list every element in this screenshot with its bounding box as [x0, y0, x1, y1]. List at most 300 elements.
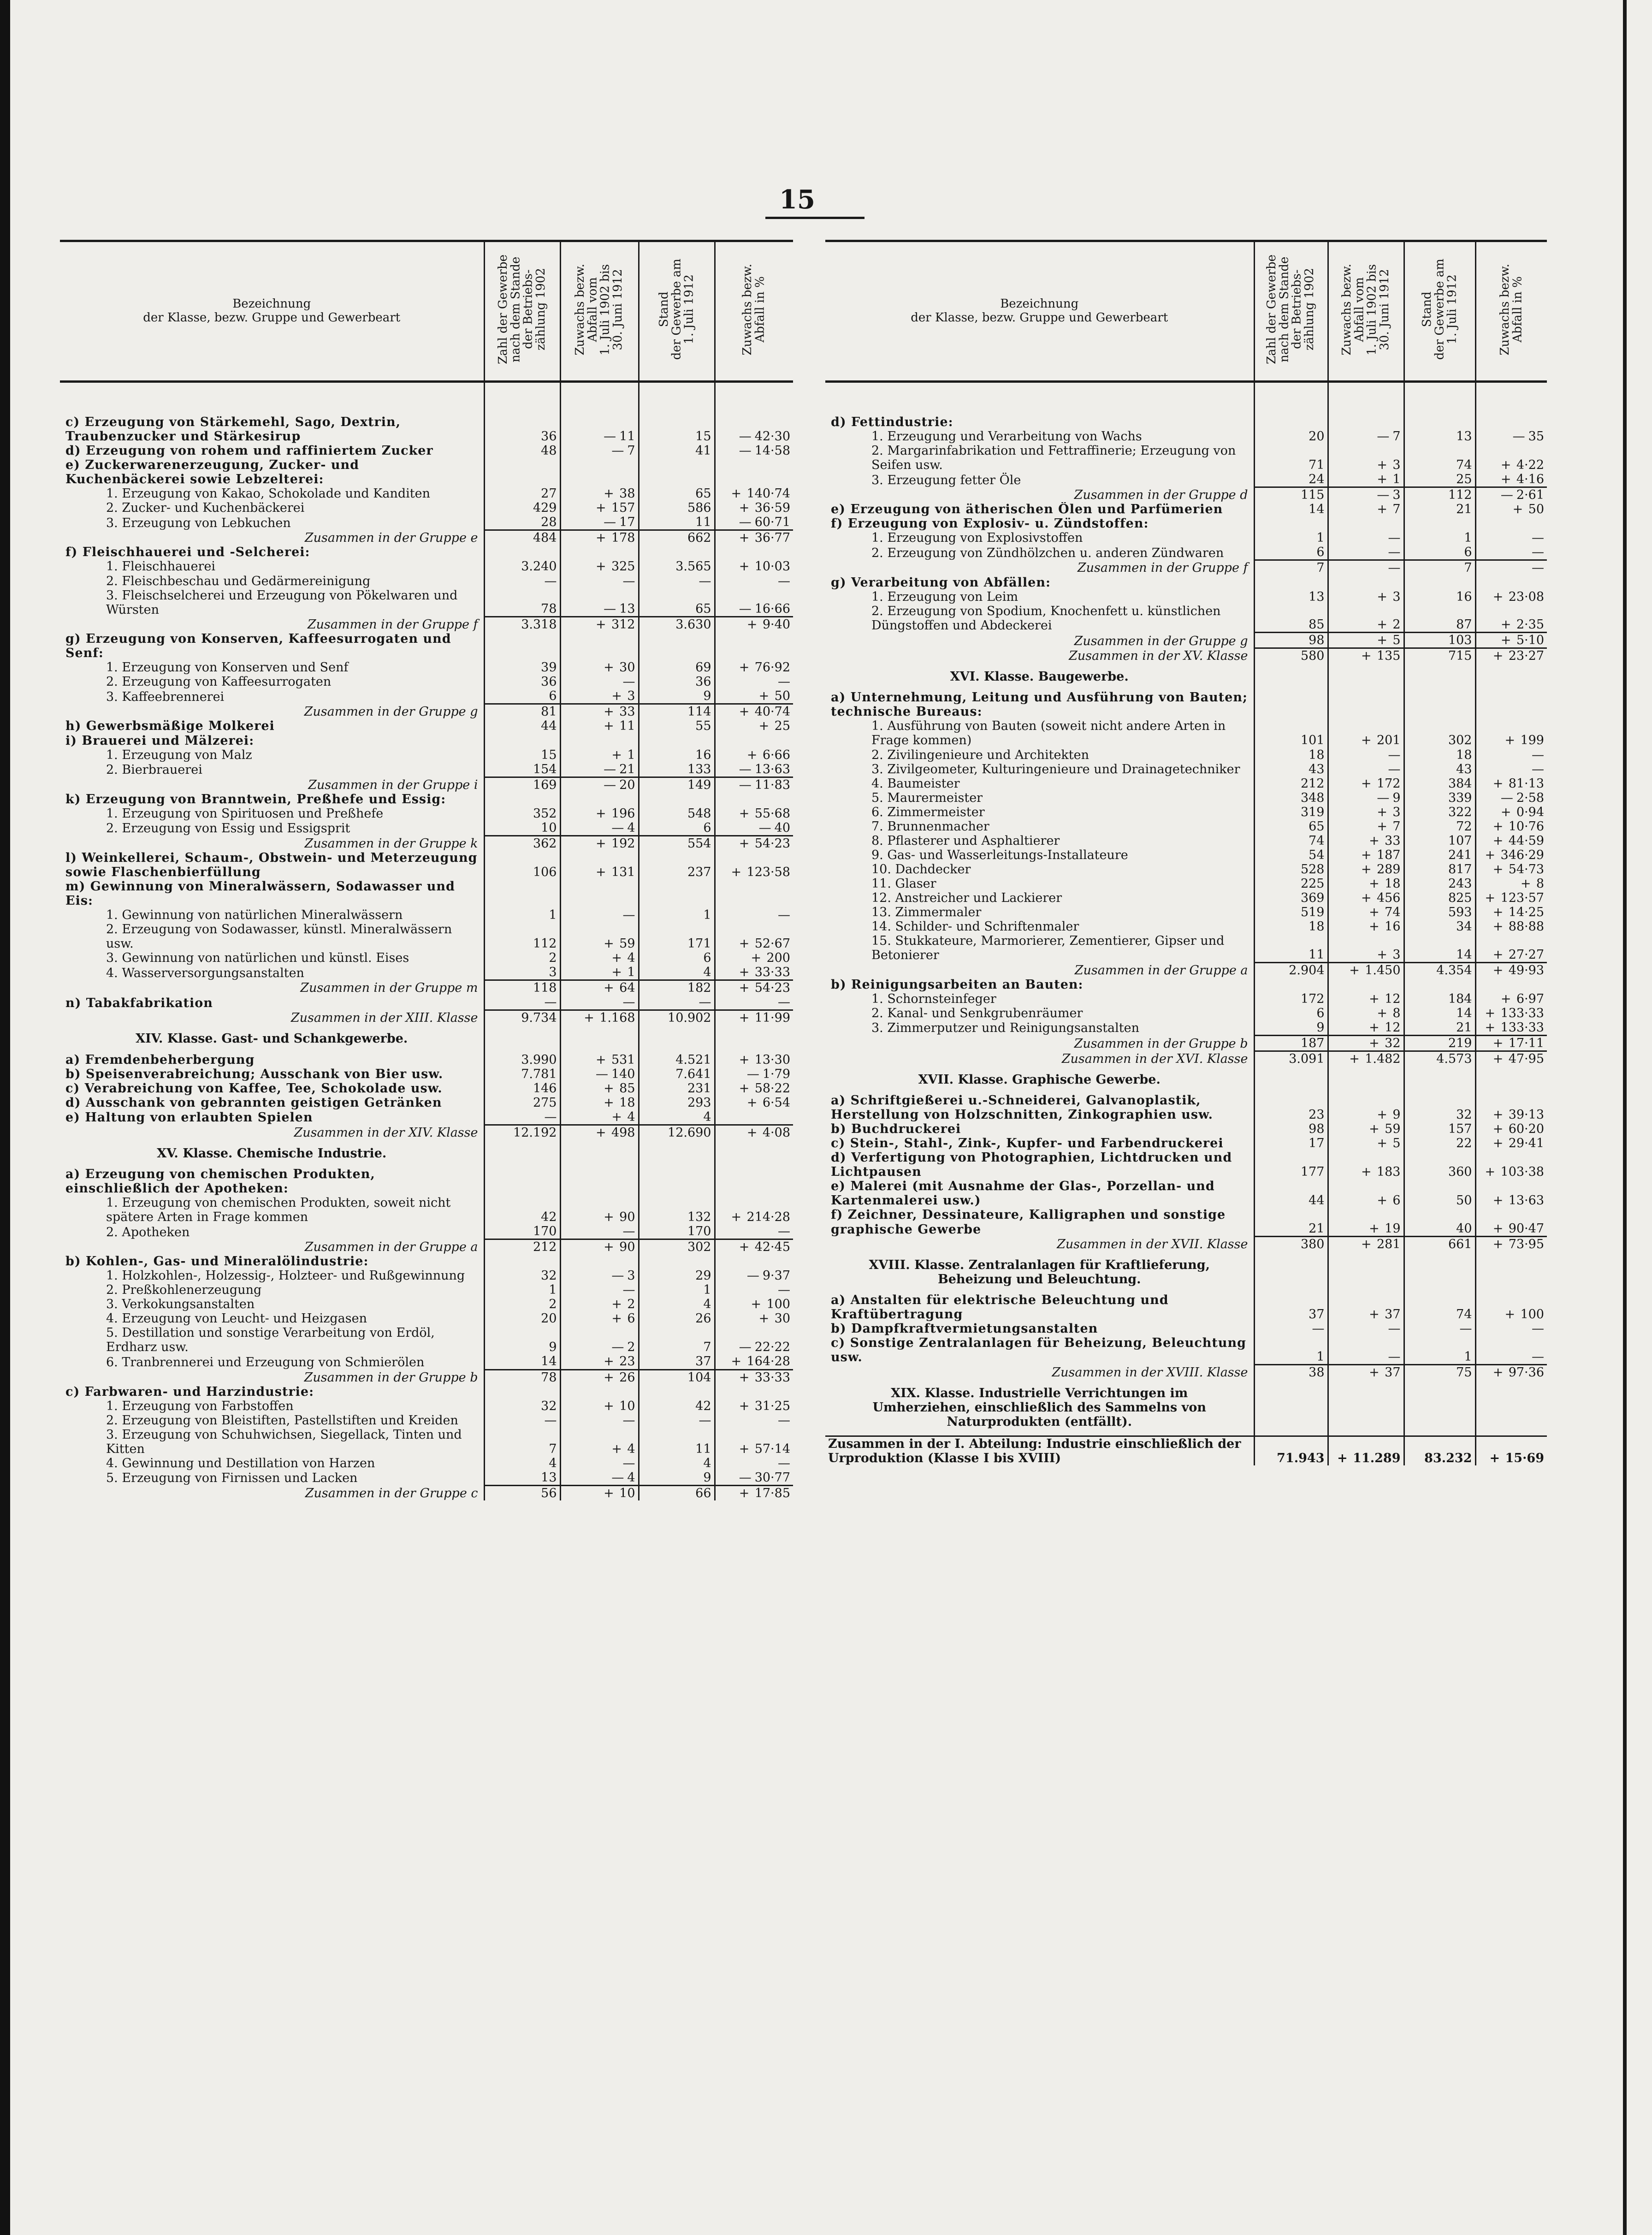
percent-value: —: [1532, 1349, 1544, 1364]
row-description: 1. Erzeugung von Explosivstoffen: [871, 531, 1083, 545]
row-description: 2. Fleischbeschau und Gedärmereinigung: [106, 574, 371, 588]
percent-value: 10·76: [1508, 819, 1544, 834]
cell-count-1912: 107: [1404, 834, 1475, 848]
percent-sign: +: [739, 836, 750, 851]
percent-sign: +: [1500, 633, 1511, 648]
table-row: [60, 1283, 793, 1297]
change-value: 59: [1385, 1122, 1401, 1137]
percent-value: 123·58: [746, 865, 790, 879]
subtotal-row: [60, 1485, 793, 1500]
row-description: 2. Preßkohlenerzeugung: [106, 1283, 262, 1298]
cell-change: [560, 588, 639, 617]
percent-sign: +: [758, 719, 770, 734]
header-change-percent: Zuwachs bezw. Abfall in %: [715, 241, 793, 382]
cell-change-percent: [1475, 1386, 1547, 1429]
percent-value: 133·33: [1500, 1020, 1544, 1035]
cell-change: [1328, 919, 1404, 934]
table-row: [825, 762, 1547, 777]
table-row: [60, 1326, 793, 1354]
percent-sign: +: [1492, 1052, 1504, 1067]
cell-count-1912: 12.690: [639, 1125, 715, 1140]
change-sign: +: [595, 501, 606, 516]
percent-sign: +: [739, 1486, 750, 1500]
change-sign: +: [1361, 776, 1372, 791]
cell-count-1902: 6: [1254, 1006, 1328, 1020]
cell-change-percent: [715, 1167, 793, 1196]
cell-count-1912: 7: [639, 1326, 715, 1354]
change-sign: +: [595, 617, 606, 632]
cell-count-1902: 118: [484, 980, 560, 996]
cell-count-1902: 484: [484, 530, 560, 545]
cell-change: [560, 689, 639, 704]
cell-change-percent: [1475, 444, 1547, 472]
row-description: 9. Gas- und Wasserleitungs-Installateure: [871, 848, 1128, 862]
change-value: —: [1388, 1349, 1401, 1364]
cell-change-percent: [715, 922, 793, 951]
cell-count-1912: 171: [639, 922, 715, 951]
class-heading-row: [60, 1032, 793, 1046]
header-count-1902: Zahl der Gewerbe nach dem Stande der Betriebs- zählung 1902: [1254, 241, 1328, 382]
percent-value: —: [778, 1456, 790, 1470]
percent-sign: —: [739, 762, 752, 777]
cell-count-1912: [639, 1167, 715, 1196]
cell-count-1902: [1254, 575, 1328, 590]
spacer-row: [825, 684, 1547, 690]
class-heading-row: [60, 1146, 793, 1161]
cell-count-1912: 825: [1404, 891, 1475, 905]
cell-change: [560, 559, 639, 574]
change-value: 64: [619, 981, 635, 996]
percent-sign: +: [731, 1354, 742, 1369]
cell-change-percent: [1475, 516, 1547, 531]
cell-count-1902: 2: [484, 1297, 560, 1311]
percent-sign: +: [1492, 905, 1504, 920]
cell-change-percent: [1475, 1237, 1547, 1252]
cell-count-1912: [639, 632, 715, 660]
percent-sign: +: [758, 689, 770, 704]
percent-value: 1·79: [762, 1067, 790, 1081]
spacer-cell: [560, 1046, 639, 1053]
percent-sign: +: [731, 865, 742, 879]
percent-sign: +: [1489, 1451, 1500, 1466]
cell-change-percent: [1475, 934, 1547, 962]
cell-change-percent: [715, 762, 793, 777]
spacer-row: [60, 1046, 793, 1053]
percent-value: 100: [766, 1297, 790, 1312]
cell-count-1902: 519: [1254, 905, 1328, 919]
change-sign: +: [611, 689, 622, 704]
table-row: [60, 1311, 793, 1326]
percent-value: —: [1532, 561, 1544, 575]
percent-sign: +: [1500, 805, 1511, 819]
cell-change: [560, 1470, 639, 1486]
cell-count-1902: 212: [484, 1239, 560, 1255]
change-sign: —: [604, 515, 616, 530]
cell-count-1912: 26: [639, 1311, 715, 1326]
cell-change: [1328, 560, 1404, 575]
spacer-cell: [1475, 1251, 1547, 1258]
row-description: Zusammen in der XIII. Klasse: [290, 1011, 478, 1026]
cell-count-1912: [639, 1032, 715, 1046]
change-sign: +: [1377, 947, 1387, 962]
row-description: Zusammen in der Gruppe a: [1074, 963, 1248, 978]
table-row: [60, 1196, 793, 1224]
cell-count-1902: 187: [1254, 1035, 1328, 1051]
cell-change-percent: [715, 1269, 793, 1283]
table-row: [825, 1179, 1547, 1208]
percent-value: 164·28: [746, 1354, 790, 1369]
cell-count-1902: 23: [1254, 1093, 1328, 1122]
cell-change: [560, 792, 639, 806]
change-sign: +: [604, 1370, 614, 1385]
cell-count-1912: 149: [639, 777, 715, 792]
spacer-cell: [825, 663, 1254, 670]
spacer-cell: [484, 1025, 560, 1032]
cell-change: [1328, 905, 1404, 919]
cell-change: [560, 1354, 639, 1369]
cell-count-1902: 43: [1254, 762, 1328, 777]
cell-change-percent: [1475, 1364, 1547, 1380]
cell-change-percent: [1475, 670, 1547, 684]
cell-count-1912: [1404, 516, 1475, 531]
cell-count-1902: 146: [484, 1081, 560, 1096]
subtotal-row: [60, 1125, 793, 1140]
cell-count-1902: 170: [484, 1224, 560, 1239]
cell-count-1912: 9: [639, 1470, 715, 1486]
percent-value: 58·22: [754, 1081, 790, 1096]
spacer-row: [60, 1025, 793, 1032]
cell-count-1902: 18: [1254, 748, 1328, 762]
cell-change: [560, 515, 639, 530]
change-value: 90: [619, 1240, 635, 1255]
change-value: 9: [1392, 1108, 1401, 1122]
cell-change: [560, 704, 639, 719]
cell-count-1912: 40: [1404, 1208, 1475, 1236]
percent-value: 133·33: [1500, 1006, 1544, 1020]
percent-value: 2·35: [1516, 617, 1544, 632]
cell-count-1902: 1: [484, 908, 560, 922]
percent-sign: +: [739, 531, 750, 545]
cell-change: [1328, 1237, 1404, 1252]
subtotal-row: [825, 487, 1547, 503]
table-row: [60, 1067, 793, 1081]
cell-change-percent: [715, 734, 793, 748]
cell-count-1912: 32: [1404, 1093, 1475, 1122]
row-description: c) Erzeugung von Stärkemehl, Sago, Dextrin, Traubenzucker und Stärkesirup: [65, 415, 401, 444]
cell-count-1902: 6: [484, 689, 560, 704]
cell-change-percent: [715, 1110, 793, 1125]
spacer-row: [60, 1161, 793, 1167]
percent-value: 54·73: [1508, 862, 1544, 877]
change-value: 38: [619, 486, 635, 501]
spacer-cell: [1328, 1251, 1404, 1258]
cell-count-1902: [484, 879, 560, 908]
spacer-cell: [639, 1161, 715, 1167]
row-description: 5. Maurermeister: [871, 790, 983, 805]
percent-sign: +: [1500, 991, 1511, 1006]
change-value: —: [622, 1283, 635, 1298]
percent-value: 6·97: [1516, 991, 1544, 1006]
change-sign: —: [611, 1340, 624, 1355]
row-description: b) Kohlen-, Gas- und Mineralölindustrie:: [65, 1254, 369, 1269]
change-value: 19: [1385, 1221, 1401, 1236]
percent-sign: +: [739, 705, 750, 719]
row-description: 3. Erzeugung von Lebkuchen: [106, 516, 291, 530]
cell-change: [560, 1485, 639, 1500]
change-value: 5: [1392, 633, 1401, 648]
row-description: 1. Gewinnung von natürlichen Mineralwässern: [106, 908, 403, 923]
percent-sign: +: [746, 617, 758, 632]
cell-count-1912: 4: [639, 1110, 715, 1125]
row-description: 2. Apotheken: [106, 1225, 190, 1239]
row-description: 2. Erzeugung von Essig und Essigsprit: [106, 821, 350, 836]
percent-sign: +: [1492, 1036, 1504, 1050]
cell-change-percent: [715, 515, 793, 530]
change-value: 1.482: [1365, 1052, 1401, 1067]
spacer-row: [60, 1140, 793, 1146]
row-description: 10. Dachdecker: [871, 862, 971, 877]
cell-change-percent: [715, 1010, 793, 1026]
row-description: 4. Baumeister: [871, 776, 960, 791]
cell-change-percent: [1475, 834, 1547, 848]
spacer-cell: [825, 1066, 1254, 1073]
percent-sign: +: [1500, 472, 1511, 487]
table-row: [825, 748, 1547, 762]
spacer-cell: [1475, 382, 1547, 415]
percent-value: 15·69: [1505, 1451, 1544, 1466]
percent-value: 57·14: [754, 1441, 790, 1456]
change-sign: +: [595, 1052, 606, 1067]
cell-change-percent: [715, 1311, 793, 1326]
cell-count-1902: 27: [484, 486, 560, 501]
percent-value: 40·74: [754, 705, 790, 719]
row-description: Zusammen in der I. Abteilung: Industrie einschließlich der Urproduktion (Klasse I bis XVIII): [825, 1436, 1254, 1466]
row-description: Zusammen in der Gruppe b: [1074, 1037, 1248, 1051]
cell-count-1912: 3.630: [639, 617, 715, 632]
cell-change-percent: [715, 980, 793, 996]
cell-count-1912: 55: [639, 719, 715, 733]
cell-change-percent: [1475, 992, 1547, 1006]
cell-count-1912: 74: [1404, 1293, 1475, 1322]
cell-change: [560, 851, 639, 879]
percent-value: 200: [766, 951, 790, 966]
change-value: 312: [611, 617, 635, 632]
spacer-cell: [60, 382, 484, 415]
scan-border-right: [1623, 0, 1627, 2235]
row-description: Zusammen in der Gruppe f: [1077, 561, 1248, 575]
cell-count-1912: 104: [639, 1369, 715, 1385]
change-value: 7: [627, 444, 635, 458]
percent-value: 50: [1528, 502, 1544, 517]
percent-value: 88·88: [1508, 919, 1544, 934]
percent-value: 33·33: [754, 965, 790, 980]
cell-count-1912: 41: [639, 444, 715, 458]
cell-change: [1328, 1006, 1404, 1020]
change-sign: +: [1377, 1108, 1387, 1122]
spacer-cell: [639, 1046, 715, 1053]
cell-count-1912: [1404, 1258, 1475, 1286]
cell-change-percent: [715, 879, 793, 908]
percent-value: 44·59: [1508, 833, 1544, 848]
change-sign: —: [595, 1067, 608, 1081]
percent-sign: +: [1492, 947, 1504, 962]
cell-count-1912: 16: [639, 748, 715, 762]
row-description: e) Erzeugung von ätherischen Ölen und Parfümerien: [831, 502, 1223, 517]
row-description: d) Ausschank von gebrannten geistigen Getränken: [65, 1095, 442, 1110]
change-sign: +: [1369, 1036, 1380, 1050]
cell-change-percent: [1475, 1336, 1547, 1364]
cell-change: [1328, 762, 1404, 777]
table-row: [60, 719, 793, 733]
subtotal-row: [60, 617, 793, 632]
cell-count-1912: —: [639, 995, 715, 1010]
cell-count-1912: 69: [639, 660, 715, 675]
percent-value: 16·66: [754, 602, 790, 617]
row-description: c) Verabreichung von Kaffee, Tee, Schokolade usw.: [65, 1081, 443, 1096]
change-sign: +: [1337, 1451, 1348, 1466]
table-row: [825, 1336, 1547, 1364]
percent-value: 214·28: [746, 1209, 790, 1224]
spacer-cell: [1328, 663, 1404, 670]
cell-count-1902: [1254, 1073, 1328, 1087]
percent-sign: —: [1512, 429, 1525, 444]
percent-sign: +: [731, 1209, 742, 1224]
percent-sign: +: [739, 1240, 750, 1255]
table-row: [825, 1136, 1547, 1150]
row-description: 3. Erzeugung von Schuhwichsen, Siegellack, Tinten und Kitten: [106, 1427, 462, 1456]
spacer-cell: [1475, 663, 1547, 670]
percent-sign: +: [1504, 733, 1516, 748]
table-row: [60, 1399, 793, 1413]
cell-count-1902: 32: [484, 1399, 560, 1413]
spacer-row: [60, 382, 793, 415]
cell-change: [1328, 848, 1404, 862]
percent-sign: +: [1492, 1221, 1504, 1236]
percent-sign: +: [746, 747, 758, 762]
row-description: a) Anstalten für elektrische Beleuchtung und Kraftübertragung: [831, 1293, 1169, 1322]
cell-change-percent: [715, 1326, 793, 1354]
cell-change-percent: [1475, 1073, 1547, 1087]
percent-sign: —: [758, 820, 771, 835]
cell-change-percent: [1475, 1051, 1547, 1067]
cell-change: [560, 1110, 639, 1125]
cell-count-1912: [639, 545, 715, 559]
percent-value: 54·23: [754, 836, 790, 851]
cell-count-1912: 43: [1404, 762, 1475, 777]
cell-count-1912: 37: [639, 1354, 715, 1369]
cell-change-percent: [715, 1485, 793, 1500]
row-description: b) Dampfkraftvermietungsanstalten: [831, 1322, 1098, 1336]
subtotal-row: [60, 836, 793, 851]
percent-sign: +: [1492, 1136, 1504, 1151]
table-row: [60, 792, 793, 806]
row-description: 2. Erzeugung von Bleistiften, Pastellstiften und Kreiden: [106, 1413, 458, 1428]
row-description: 1. Erzeugung von chemischen Produkten, soweit nicht spätere Arten in Frage kommen: [106, 1195, 451, 1224]
row-description: 2. Zivilingenieure und Architekten: [871, 747, 1089, 762]
cell-change-percent: [1475, 1136, 1547, 1150]
cell-count-1912: 50: [1404, 1179, 1475, 1208]
change-value: 6: [627, 1311, 635, 1326]
percent-sign: +: [739, 1441, 750, 1456]
row-description: 2. Kanal- und Senkgrubenräumer: [871, 1006, 1083, 1020]
cell-change: [1328, 1293, 1404, 1322]
spacer-cell: [60, 1046, 484, 1053]
cell-change-percent: [1475, 905, 1547, 919]
cell-change: [560, 1413, 639, 1428]
spacer-cell: [825, 1286, 1254, 1293]
change-value: 18: [619, 1095, 635, 1110]
spacer-cell: [1404, 1286, 1475, 1293]
cell-change: [1328, 1436, 1404, 1466]
cell-change: [1328, 1122, 1404, 1136]
cell-count-1912: [1404, 1386, 1475, 1429]
cell-change-percent: [1475, 575, 1547, 590]
change-sign: +: [604, 705, 614, 719]
table-row: [60, 588, 793, 617]
cell-count-1902: 38: [1254, 1364, 1328, 1380]
change-value: 30: [619, 660, 635, 675]
change-value: 4: [627, 1470, 635, 1485]
change-value: 2: [627, 1297, 635, 1312]
percent-value: 76·92: [754, 660, 790, 675]
cell-change: [560, 1010, 639, 1026]
percent-sign: +: [1485, 1020, 1496, 1035]
spacer-cell: [1475, 1380, 1547, 1386]
cell-change-percent: [715, 792, 793, 806]
cell-count-1912: 65: [639, 588, 715, 617]
class-heading-row: [825, 1258, 1547, 1286]
cell-change-percent: [1475, 487, 1547, 503]
cell-count-1912: 593: [1404, 905, 1475, 919]
row-description: 15. Stukkateure, Marmorierer, Zementierer, Gipser und Betonierer: [871, 934, 1225, 963]
table-row: [825, 502, 1547, 516]
spacer-row: [825, 1380, 1547, 1386]
cell-count-1902: 106: [484, 851, 560, 879]
percent-value: 14·25: [1508, 905, 1544, 920]
table-row: [60, 1470, 793, 1486]
cell-change-percent: [1475, 819, 1547, 834]
change-value: —: [1388, 1322, 1401, 1336]
change-value: —: [622, 675, 635, 689]
cell-count-1912: 1: [639, 908, 715, 922]
percent-value: 39·13: [1508, 1108, 1544, 1122]
spacer-cell: [1328, 382, 1404, 415]
cell-change-percent: [1475, 1179, 1547, 1208]
change-sign: —: [611, 1470, 624, 1485]
percent-value: 90·47: [1508, 1221, 1544, 1236]
row-description: 1. Erzeugung und Verarbeitung von Wachs: [871, 429, 1142, 444]
change-value: 1: [1392, 472, 1401, 487]
table-row: [825, 1020, 1547, 1036]
cell-change: [560, 1067, 639, 1081]
change-sign: —: [604, 777, 616, 792]
row-description: k) Erzeugung von Branntwein, Preßhefe und Essig:: [65, 792, 446, 806]
change-value: 10: [619, 1399, 635, 1413]
change-value: 59: [619, 937, 635, 951]
change-sign: +: [1377, 805, 1387, 819]
table-row: [60, 821, 793, 836]
change-sign: +: [611, 1311, 622, 1326]
cell-count-1912: 6: [639, 821, 715, 836]
spacer-cell: [484, 1140, 560, 1146]
cell-count-1902: 71: [1254, 444, 1328, 472]
subtotal-row: [825, 1051, 1547, 1067]
cell-change-percent: [715, 1239, 793, 1255]
cell-count-1902: [484, 1032, 560, 1046]
cell-count-1902: 42: [484, 1196, 560, 1224]
row-description: 2. Erzeugung von Kaffeesurrogaten: [106, 675, 332, 689]
change-sign: +: [595, 865, 606, 879]
